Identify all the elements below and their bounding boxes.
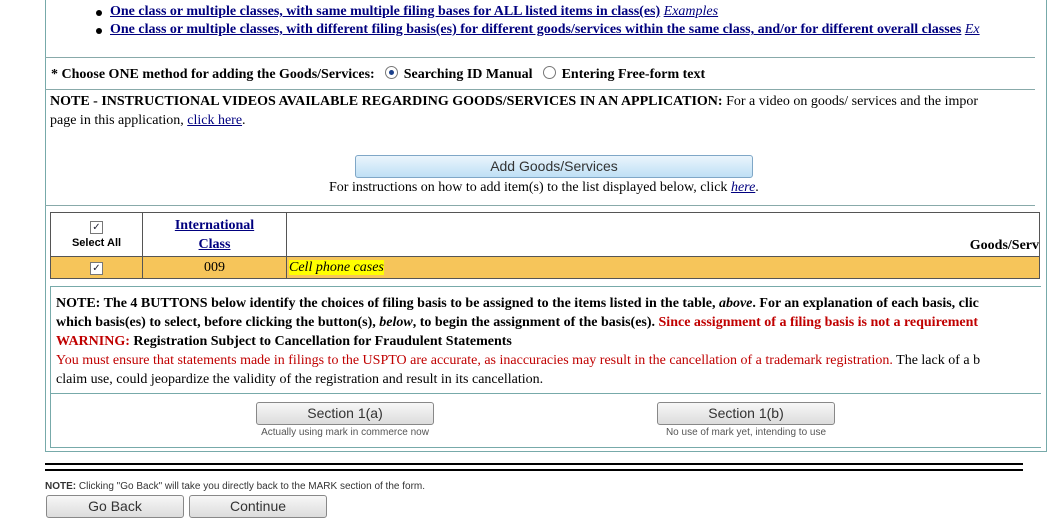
footer-note: NOTE: Clicking "Go Back" will take you directly back to the MARK section of the form.: [45, 481, 426, 492]
divider: [45, 89, 1035, 90]
video-click-here-link[interactable]: click here: [187, 113, 243, 128]
filing-option-link-1[interactable]: One class or multiple classes, with same multiple filing bases for ALL listed items in class(es) Examples: [110, 4, 719, 19]
video-note-line2: page in this application, click here.: [50, 113, 246, 128]
basis-note-line5: claim use, could jeopardize the validity of the registration and result in its cancellation.: [56, 372, 544, 387]
bullet: [96, 28, 102, 34]
goods-services-header: Goods/Serv: [287, 213, 1040, 257]
video-note: NOTE - INSTRUCTIONAL VIDEOS AVAILABLE REGARDING GOODS/SERVICES IN AN APPLICATION: For a video on goods/ services and the impor: [50, 94, 979, 109]
instructions-text: For instructions on how to add item(s) to the list displayed below, click here.: [329, 180, 759, 195]
goods-services-table: [50, 212, 1040, 279]
section-1a-caption: Actually using mark in commerce now: [261, 427, 429, 438]
section-buttons-box: [50, 393, 1041, 448]
radio-id-manual[interactable]: [385, 66, 398, 79]
row-goods-cell: [287, 257, 1040, 279]
warning-line: WARNING: Registration Subject to Cancellation for Fraudulent Statements: [56, 334, 512, 349]
radio-free-form-label: Entering Free-form text: [561, 67, 706, 82]
divider: [45, 57, 1035, 58]
warning-label: WARNING:: [56, 334, 130, 349]
instructions-here-link[interactable]: here: [730, 180, 756, 195]
intl-class-header: [143, 213, 287, 257]
method-label: * Choose ONE method for adding the Goods/Services:: [51, 67, 375, 82]
basis-note-line4: You must ensure that statements made in filings to the USPTO are accurate, as inaccuracies may result in the cancellation of a trademark registration. The lack of a b: [56, 353, 981, 368]
row-select-cell: [51, 257, 143, 279]
go-back-button[interactable]: Go Back: [46, 495, 184, 518]
method-row: [51, 66, 705, 83]
section-1a-button[interactable]: Section 1(a): [256, 402, 434, 425]
intl-class-link[interactable]: International Class: [174, 217, 255, 252]
basis-note-line1: NOTE: The 4 BUTTONS below identify the choices of filing basis to be assigned to the items listed in the table, above. For an explanation of each basis, clic: [56, 296, 979, 311]
divider: [45, 205, 1035, 206]
row-checkbox[interactable]: ✓: [90, 262, 103, 275]
radio-free-form[interactable]: [543, 66, 556, 79]
continue-button[interactable]: Continue: [189, 495, 327, 518]
row-goods-text: Cell phone cases: [289, 259, 384, 275]
section-1b-caption: No use of mark yet, intending to use: [665, 427, 827, 438]
radio-id-manual-label: Searching ID Manual: [403, 67, 533, 82]
table-row: [51, 257, 1040, 279]
filing-option-link-2[interactable]: One class or multiple classes, with different filing basis(es) for different goods/services within the same class, and/or for different overall classes Ex: [110, 22, 980, 37]
row-class-cell: 009: [143, 257, 287, 279]
basis-note-line2: which basis(es) to select, before clicking the button(s), below, to begin the assignment of the basis(es). Since assignment of a filing basis is not a requirement: [56, 315, 979, 330]
select-all-cell: [51, 213, 143, 257]
double-rule-bottom: [45, 469, 1023, 471]
select-all-label: Select All: [71, 236, 122, 249]
select-all-checkbox[interactable]: ✓: [90, 221, 103, 234]
add-goods-services-button[interactable]: Add Goods/Services: [355, 155, 753, 178]
section-1b-button[interactable]: Section 1(b): [657, 402, 835, 425]
examples-link-2[interactable]: Ex: [964, 22, 980, 37]
examples-link-1[interactable]: Examples: [663, 4, 719, 19]
bullet: [96, 10, 102, 16]
double-rule-top: [45, 463, 1023, 465]
